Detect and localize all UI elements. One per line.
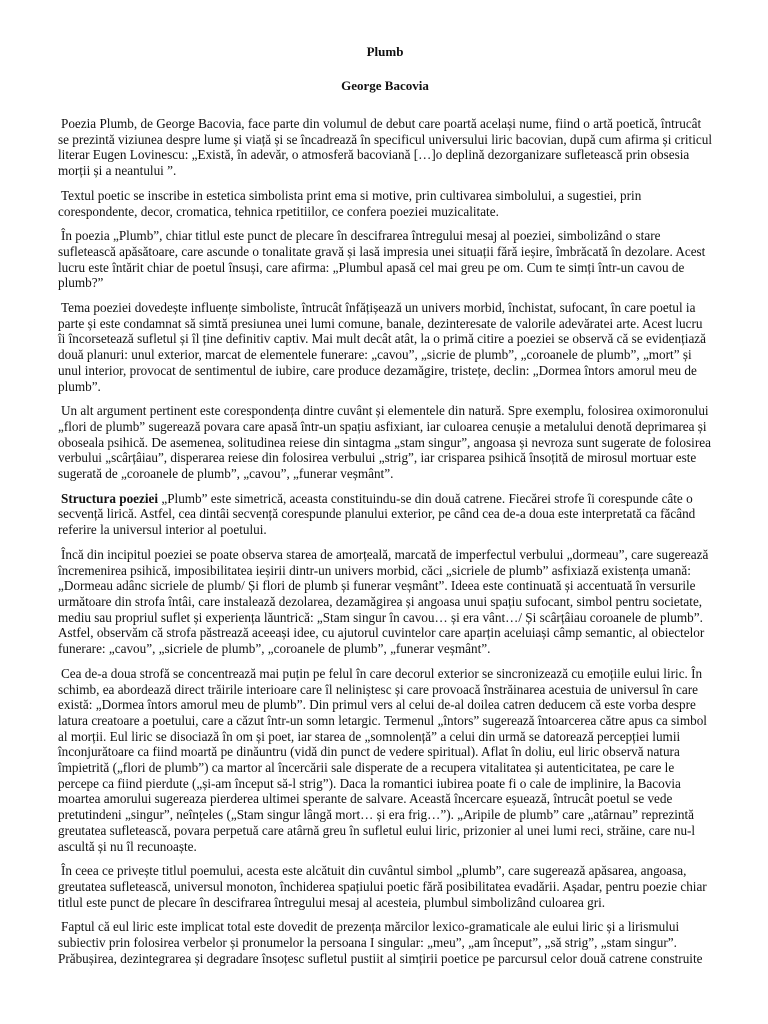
paragraph-bold-lead: Structura poeziei <box>61 490 159 506</box>
paragraph-text: Încă din incipitul poeziei se poate observa starea de amorțeală, marcată de imperfectul verbului „dormeau”, care sugerează încremenirea psihică, imposibilitatea ieșirii dintr-un univers morbid, căci „sicriele de plumb” asfixiază existența umană: „Dormeau adânc sicriele de plumb/ Și flori de plumb și funerar veșmânt”. Ideea este continuată și accentuată în versurile următoare din strofa întâi, care instalează dezolarea, dezamăgirea și angoasa unui spațiu sufocant, simbol pentru societate, mediu sau propriul suflet și experiența lăuntrică: „Stam singur în cavou… și era vânt…/ Și scârțâiau coroanele de plumb”. Astfel, observăm că strofa păstrează aceeași idee, cu ajutorul cuvintelor care aparțin aceluiași câmp semantic, al obiectelor funerare: „cavou”, „sicriele de plumb”, „coroanele de plumb”, „funerar veșmânt”. <box>58 546 709 657</box>
paragraph-text: Cea de-a doua strofă se concentrează mai puțin pe felul în care decorul exterior se sincronizează cu emoțiile eului liric. În schimb, ea abordează direct trăirile interioare care îl neliniștesc și care provoacă înstrăinarea acestuia de universul în care există: „Dormea întors amorul meu de plumb”. Din primul vers al celui de-al doilea catren deducem că este vorba despre latura creatoare a poetului, care a căzut într-un somn letargic. Termenul „întors” sugerează întoarcerea către apus ca simbol al morții. Eul liric se disociază în om și poet, iar starea de „somnolență” a celui din urmă se datorează percepției lumii înconjurătoare ca fiind moartă pe dinăuntru (vidă din punct de vedere spiritual). Aflat în doliu, eul liric observă natura împietrită („flori de plumb”) ca martor al încercării sale disperate de a recupera vitalitatea și autenticitatea, pe care le percepe ca fiind pierdute („și-am început să-l strig”). Daca la romantici iubirea poate fi o cale de implinire, la Bacovia moartea amorului sugereaza pierderea ultimei sperante de salvare. Această încercare eșuează, întrucât poetul se vede pretutindeni „singur”, neînțeles („Stam singur lângă mort… și era frig…”). „Aripile de plumb” care „atârnau” reprezintă greutatea sufletească, povara perpetuă care atârnă greu în sufletul eului liric, prizonier al unei lumi reci, străine, care nu-l ascultă și nu îl recunoaște. <box>58 665 707 854</box>
paragraph-text: Textul poetic se inscribe in estetica simbolista print ema si motive, prin cultivarea simbolului, a sugestiei, prin corespondente, decor, cromatica, tehnica rpetitiilor, ce confera poeziei muzicalitate. <box>58 187 642 219</box>
paragraph <box>58 228 712 291</box>
document-author: George Bacovia <box>341 78 429 93</box>
paragraph-text: Faptul că eul liric este implicat total este dovedit de prezența mărcilor lexico-gramaticale ale eului liric și a lirismului subiectiv prin folosirea verbelor și pronumelor la persoana I singular: „meu”, „am început”, „să strig”, „stam singur”. Prăbușirea, dezintegrarea și degradare însoțesc sufletul pustiit al simțirii poetice pe parcursul celor două catrene construite <box>58 919 703 966</box>
paragraph-text: „Plumb” este simetrică, aceasta constituindu-se din două catrene. Fiecărei strofe îi corespunde câte o secvență lirică. Astfel, cea dintâi secvență corespunde planului exterior, pe când cea de-a doua este interpretată ca făcând referire la universul interior al poetului. <box>58 490 696 538</box>
paragraph <box>58 116 712 179</box>
paragraph <box>58 403 712 482</box>
paragraph-text: Tema poeziei dovedește influențe simboliste, întrucât înfățișează un univers morbid, închistat, sufocant, în care poetul ia parte și este condamnat să simtă presiunea unei lumi comune, banale, dezinteresate de valorile adevăratei arte. Acest lucru îi încorsetează sufletul și îl ține definitiv captiv. Mai mult decât atât, la o primă citire a poeziei se observă că se evidențiază două planuri: unul exterior, marcat de elementele funerare: „cavou”, „sicrie de plumb”, „coroanele de plumb”, „mort” și unul interior, provocat de sentimentul de iubire, care produce dezamăgire, tristețe, declin: „Dormea întors amorul meu de plumb”. <box>58 300 707 394</box>
paragraph-text: În poezia „Plumb”, chiar titlul este punct de plecare în descifrarea întregului mesaj al poeziei, simbolizând o stare sufletească apăsătoare, care ascunde o tonalitate gravă și lasă impresia unei situații fără ieșire, îmbrăcată în dezolare. Acest lucru este întărit chiar de poetul însuși, care afirma: „Plumbul apasă cel mai greu pe om. Cum te simți într-un cavou de plumb?” <box>58 228 706 291</box>
paragraph <box>58 547 712 657</box>
paragraph <box>58 666 712 854</box>
paragraph <box>58 863 712 910</box>
paragraph <box>58 919 712 966</box>
paragraph <box>58 188 712 219</box>
document-title: Plumb <box>366 44 404 59</box>
paragraph-text: Un alt argument pertinent este corespondența dintre cuvânt și elementele din natură. Spre exemplu, folosirea oximoronului „flori de plumb” sugerează povara care apasă într-un spațiu asfixiant, iar culoarea cenușie a metalului denotă deprimarea și oboseala psihică. De asemenea, solitudinea reiese din sintagma „stam singur”, angoasa și nevroza sunt sugerate de folosirea verbului „scârțâiau”, disperarea reiese din folosirea verbului „strig”, iar crisparea psihică însoțită de mirosul mortuar este sugerată de „coroanele de plumb”, „cavou”, „funerar veșmânt”. <box>58 403 711 482</box>
paragraph-text: În ceea ce privește titlul poemului, acesta este alcătuit din cuvântul simbol „plumb”, care sugerează apăsarea, angoasa, greutatea sufletească, universul monoton, închiderea spațiului poetic fără posibilitatea evadării. Așadar, pentru poezie chiar titlul este punct de plecare în descifrarea întregului mesaj al acesteia, plumbul simbolizând culoarea gri. <box>58 863 707 910</box>
paragraph <box>58 491 712 538</box>
paragraph <box>58 300 712 394</box>
document-body <box>58 116 712 966</box>
paragraph-text: Poezia Plumb, de George Bacovia, face parte din volumul de debut care poartă același nume, fiind o artă poetică, întrucât se prezintă viziunea despre lume și viață și se încadrează în specificul universului liric bacovian, după cum afirma și criticul literar Eugen Lovinescu: „Există, în adevăr, o atmosferă bacoviană […]o deplină dezorganizare sufletească prin obsesia morții și a neantului ”. <box>58 116 712 179</box>
